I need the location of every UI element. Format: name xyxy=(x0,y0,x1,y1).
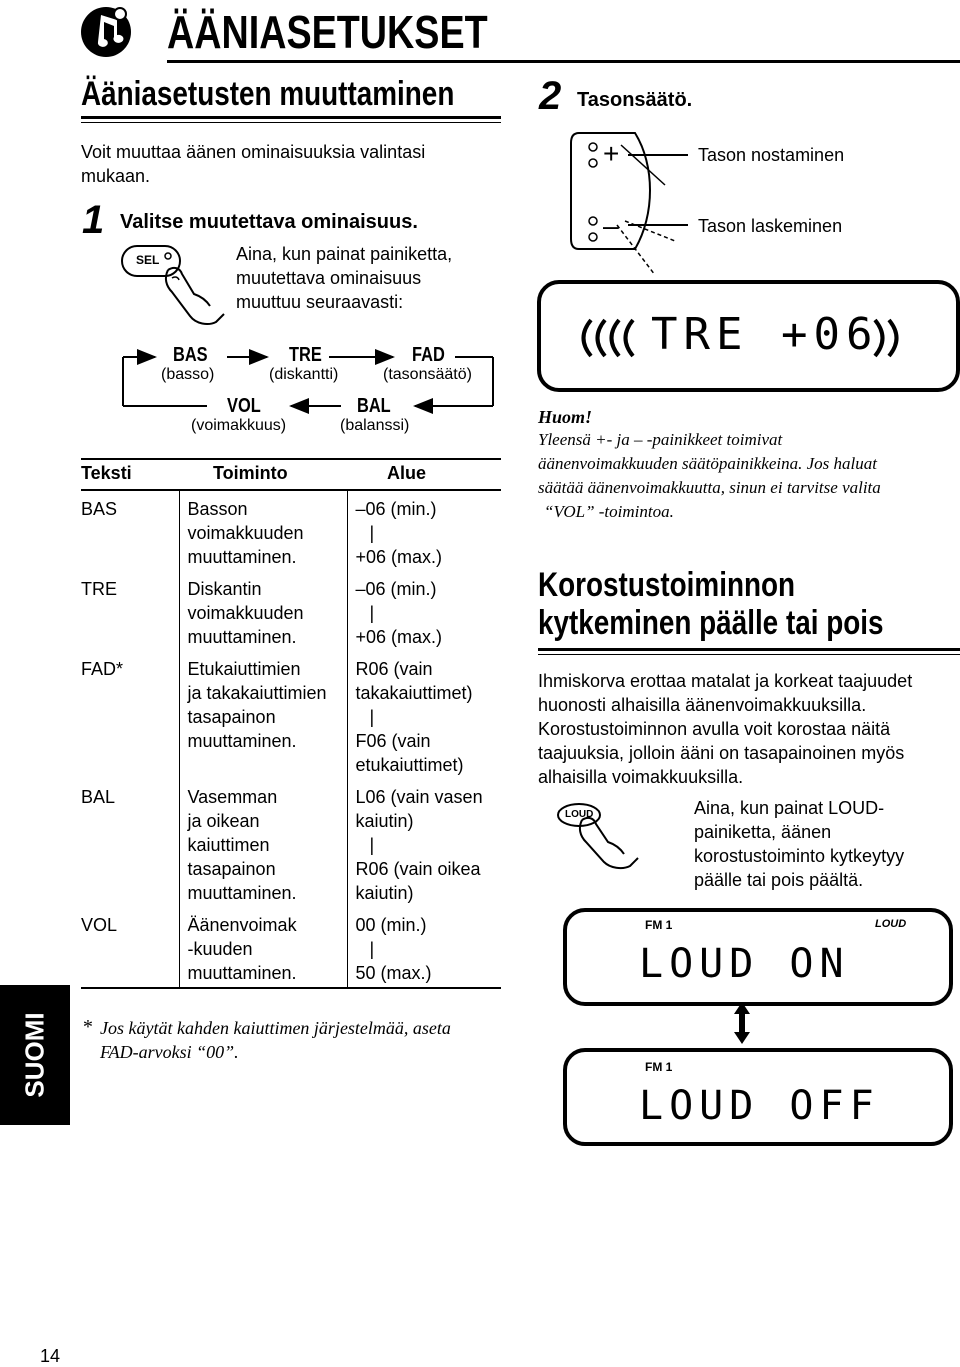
col-header-range: Alue xyxy=(347,461,501,490)
section2-rule-thin xyxy=(538,654,960,655)
display-loud-on xyxy=(563,908,953,1006)
display-tre xyxy=(537,280,960,392)
header-rule xyxy=(167,60,960,63)
footnote: Jos käytät kahden kaiuttimen järjestelmää, aseta FAD-arvoksi “00”. xyxy=(100,1018,451,1062)
display-text-loud-on: LOUD ON xyxy=(639,941,850,987)
col-header-function: Toiminto xyxy=(179,461,347,490)
step1-title: Valitse muutettava ominaisuus. xyxy=(120,211,418,233)
note-text: Yleensä +- ja – -painikkeet toimivat äänenvoimakkuuden säätöpainikkeina. Jos haluat säätää äänenvoimakkuutta, sinun ei tarvitse valita “VOL” -toimintoa. xyxy=(538,430,881,521)
section-title-loudness: Korostustoiminnon kytkeminen päälle tai pois xyxy=(538,566,884,642)
table-row xyxy=(81,651,501,779)
section-rule xyxy=(81,116,501,119)
level-bars-right-icon xyxy=(869,316,903,360)
row-range: 00 (min.) | 50 (max.) xyxy=(347,907,501,988)
language-side-tab xyxy=(0,985,70,1125)
footnote-mark: * xyxy=(82,1016,92,1038)
table-row xyxy=(81,907,501,988)
display-mode-text: TRE xyxy=(651,309,749,360)
row-code: TRE xyxy=(81,579,117,599)
cycle-vol-sub: (voimakkuus) xyxy=(191,417,287,434)
cycle-bal: BAL xyxy=(357,395,391,417)
row-code: VOL xyxy=(81,907,179,988)
table-row xyxy=(81,571,501,651)
header-logo-icon xyxy=(80,6,132,58)
row-code: FAD* xyxy=(81,659,124,679)
col-header-text: Teksti xyxy=(81,461,179,490)
row-function: Vasemman ja oikean kaiuttimen tasapainon muuttaminen. xyxy=(179,779,347,907)
step1-number: 1 xyxy=(82,198,105,242)
table-row xyxy=(81,779,501,907)
table-header-row xyxy=(81,461,501,490)
cycle-tre: TRE xyxy=(289,344,322,366)
page-title: ÄÄNIASETUKSET xyxy=(167,6,488,58)
cycle-fad-sub: (tasonsäätö) xyxy=(383,366,472,383)
settings-table xyxy=(81,461,501,989)
loud-indicator: LOUD xyxy=(875,918,907,930)
row-function: Diskantin voimakkuuden muuttaminen. xyxy=(179,571,347,651)
level-bars-left-icon xyxy=(579,316,639,360)
finger-icon xyxy=(160,264,230,334)
table-row xyxy=(81,490,501,571)
table-top-rule xyxy=(81,458,501,460)
level-control xyxy=(565,125,705,285)
cycle-bas-sub: (basso) xyxy=(161,366,215,383)
note-title: Huom! xyxy=(538,407,593,427)
row-function: Äänenvoimak -kuuden muuttaminen. xyxy=(179,907,347,988)
cycle-fad: FAD xyxy=(412,344,445,366)
cycle-vol: VOL xyxy=(227,395,261,417)
plus-label: Tason nostaminen xyxy=(698,145,845,165)
step1-description: Aina, kun painat painiketta, muutettava ominaisuus muuttuu seuraavasti: xyxy=(236,244,453,312)
row-code: BAL xyxy=(81,787,116,807)
sel-button-label: SEL xyxy=(136,253,160,267)
loud-button-label: LOUD xyxy=(565,809,594,820)
loud-description: Aina, kun painat LOUD- painiketta, äänen korostustoiminto kytkeytyy päälle tai pois päältä. xyxy=(694,798,905,890)
cycle-bal-sub: (balanssi) xyxy=(340,417,410,434)
section-rule-thin xyxy=(81,122,501,123)
row-function: Basson voimakkuuden muuttaminen. xyxy=(179,490,347,571)
display-band: FM 1 xyxy=(645,1060,673,1074)
section-title-sound: Ääniasetusten muuttaminen xyxy=(81,75,455,113)
row-range: –06 (min.) | +06 (max.) xyxy=(347,571,501,651)
plus-leader-line xyxy=(628,154,688,156)
minus-leader-line xyxy=(628,224,688,226)
row-range: L06 (vain vasen kaiutin) | R06 (vain oikea kaiutin) xyxy=(347,779,501,907)
minus-label: Tason laskeminen xyxy=(698,216,843,236)
row-range: R06 (vain takakaiuttimet) | F06 (vain etukaiuttimet) xyxy=(347,651,501,779)
display-text-loud-off: LOUD OFF xyxy=(639,1083,880,1129)
page-number: 14 xyxy=(40,1346,61,1366)
row-code: BAS xyxy=(81,499,118,519)
intro-text: Voit muuttaa äänen ominaisuuksia valintasi mukaan. xyxy=(81,142,426,186)
display-band: FM 1 xyxy=(645,918,673,932)
loudness-body: Ihmiskorva erottaa matalat ja korkeat taajuudet huonosti alhaisilla äänenvoimakkuuksilla. Korostustoiminnon avulla voit korostaa näitä taajuuksia, jolloin ääni on tasapainoinen myös alhaisilla voimakkuuksilla. xyxy=(538,671,913,787)
language-label: SUOMI xyxy=(19,1012,50,1098)
cycle-tre-sub: (diskantti) xyxy=(269,366,339,383)
cycle-diagram xyxy=(115,340,500,440)
step2-number: 2 xyxy=(539,74,562,118)
finger-icon-loud xyxy=(576,816,646,876)
step2-title: Tasonsäätö. xyxy=(577,89,693,111)
cycle-bas: BAS xyxy=(173,344,208,366)
section2-rule xyxy=(538,648,960,651)
display-value-text: +06 xyxy=(781,309,879,360)
minus-button[interactable]: – xyxy=(603,210,619,241)
plus-button[interactable]: + xyxy=(603,138,620,169)
toggle-arrow-icon xyxy=(734,1002,750,1044)
row-function: Etukaiuttimien ja takakaiuttimien tasapainon muuttaminen. xyxy=(179,651,347,779)
display-loud-off xyxy=(563,1048,953,1146)
row-range: –06 (min.) | +06 (max.) xyxy=(347,490,501,571)
